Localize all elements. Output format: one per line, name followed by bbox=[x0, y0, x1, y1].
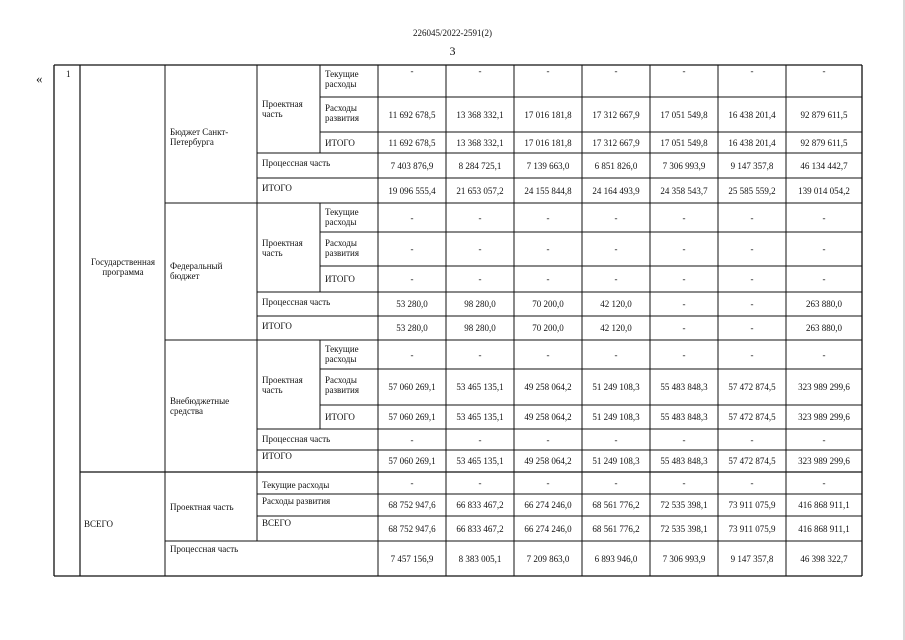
table-cell: - bbox=[750, 435, 754, 445]
table-cell: - bbox=[478, 350, 482, 360]
table-cell: 46 134 442,7 bbox=[800, 161, 848, 171]
label-project-part: Проектная часть bbox=[262, 375, 303, 395]
table-cell: 139 014 054,2 bbox=[798, 186, 850, 196]
table-cell: 66 833 467,2 bbox=[456, 524, 504, 534]
table-cell: 57 060 269,1 bbox=[388, 456, 436, 466]
label-current-expenses: Текущие расходы bbox=[262, 480, 330, 490]
table-cell: 46 398 322,7 bbox=[800, 554, 848, 564]
opening-quote: « bbox=[36, 71, 43, 86]
table-cell: 92 879 611,5 bbox=[800, 110, 848, 120]
table-cell: 66 274 246,0 bbox=[524, 500, 572, 510]
table-cell: - bbox=[614, 244, 618, 254]
table-cell: - bbox=[478, 213, 482, 223]
table-cell: 73 911 075,9 bbox=[728, 524, 776, 534]
table-cell: 55 483 848,3 bbox=[660, 412, 708, 422]
table-cell: 70 200,0 bbox=[532, 323, 564, 333]
table-cell: - bbox=[822, 244, 826, 254]
label-federal-budget: Федеральный бюджет bbox=[170, 261, 223, 281]
table-cell: 11 692 678,5 bbox=[388, 110, 436, 120]
table-cell: - bbox=[410, 350, 414, 360]
table-cell: 51 249 108,3 bbox=[592, 382, 640, 392]
table-cell: 21 653 057,2 bbox=[456, 186, 504, 196]
table-cell: 55 483 848,3 bbox=[660, 382, 708, 392]
table-cell: 70 200,0 bbox=[532, 299, 564, 309]
table-cell: 17 312 667,9 bbox=[592, 110, 640, 120]
label-total-process-part: Процессная часть bbox=[170, 544, 239, 554]
table-cell: - bbox=[682, 350, 686, 360]
label-current-expenses: Текущие расходы bbox=[325, 207, 359, 227]
label-process-part: Процессная часть bbox=[262, 158, 331, 168]
table-cell: - bbox=[410, 244, 414, 254]
table-cell: 7 306 993,9 bbox=[662, 161, 706, 171]
table-cell: 8 383 005,1 bbox=[458, 554, 502, 564]
table-cell: 42 120,0 bbox=[600, 299, 632, 309]
table-cell: 72 535 398,1 bbox=[660, 500, 708, 510]
table-cell: 68 752 947,6 bbox=[388, 500, 436, 510]
table-cell: 51 249 108,3 bbox=[592, 456, 640, 466]
table-cell: - bbox=[682, 323, 686, 333]
table-cell: 7 403 876,9 bbox=[390, 161, 434, 171]
table-cell: - bbox=[682, 435, 686, 445]
table-cell: 263 880,0 bbox=[806, 299, 842, 309]
table-cell: - bbox=[750, 299, 754, 309]
label-itogo: ИТОГО bbox=[325, 274, 355, 284]
table-cell: - bbox=[822, 274, 826, 284]
table-cell: 7 209 863,0 bbox=[526, 554, 570, 564]
label-current-expenses: Текущие расходы bbox=[325, 69, 359, 89]
label-current-expenses: Текущие расходы bbox=[325, 344, 359, 364]
table-cell: - bbox=[822, 478, 826, 488]
table-cell: - bbox=[682, 213, 686, 223]
label-itogo: ИТОГО bbox=[325, 412, 355, 422]
table-cell: 24 358 543,7 bbox=[660, 186, 708, 196]
table-cell: - bbox=[478, 244, 482, 254]
label-itogo: ИТОГО bbox=[325, 138, 355, 148]
table-cell: 416 868 911,1 bbox=[798, 500, 850, 510]
table-cell: 323 989 299,6 bbox=[798, 382, 850, 392]
table-cell: - bbox=[682, 244, 686, 254]
table-cell: - bbox=[682, 274, 686, 284]
table-cell: - bbox=[682, 478, 686, 488]
table-cell: 92 879 611,5 bbox=[800, 138, 848, 148]
table-cell: - bbox=[546, 66, 550, 76]
table-cell: 13 368 332,1 bbox=[456, 110, 504, 120]
table-cell: - bbox=[750, 66, 754, 76]
table-cell: 9 147 357,8 bbox=[730, 554, 774, 564]
label-vsego: ВСЕГО bbox=[262, 518, 291, 528]
table-cell: 53 280,0 bbox=[396, 323, 428, 333]
label-itogo: ИТОГО bbox=[262, 321, 292, 331]
document-number: 226045/2022-2591(2) bbox=[413, 28, 492, 38]
table-cell: - bbox=[750, 478, 754, 488]
table-cell: - bbox=[410, 478, 414, 488]
table-cell: 68 561 776,2 bbox=[592, 500, 640, 510]
table-cell: 263 880,0 bbox=[806, 323, 842, 333]
page-number: 3 bbox=[449, 44, 456, 58]
table-cell: 55 483 848,3 bbox=[660, 456, 708, 466]
table-cell: - bbox=[750, 244, 754, 254]
table-cell: - bbox=[546, 244, 550, 254]
table-cell: 98 280,0 bbox=[464, 299, 496, 309]
table-cell: - bbox=[478, 274, 482, 284]
table-cell: - bbox=[614, 66, 618, 76]
table-cell: 49 258 064,2 bbox=[524, 382, 572, 392]
table-cell: - bbox=[750, 323, 754, 333]
table-cell: 416 868 911,1 bbox=[798, 524, 850, 534]
table-cell: 68 752 947,6 bbox=[388, 524, 436, 534]
table-cell: 57 472 874,5 bbox=[728, 412, 776, 422]
table-cell: 57 060 269,1 bbox=[388, 412, 436, 422]
table-cell: 7 306 993,9 bbox=[662, 554, 706, 564]
table-cell: - bbox=[822, 66, 826, 76]
table-cell: - bbox=[546, 213, 550, 223]
table-cell: 66 274 246,0 bbox=[524, 524, 572, 534]
label-spb-budget: Бюджет Санкт-Петербурга bbox=[170, 127, 229, 147]
table-cell: - bbox=[614, 478, 618, 488]
table-cell: - bbox=[546, 350, 550, 360]
table-cell: 51 249 108,3 bbox=[592, 412, 640, 422]
table-cell: - bbox=[478, 435, 482, 445]
table-cell: - bbox=[410, 274, 414, 284]
table-cell: 17 312 667,9 bbox=[592, 138, 640, 148]
table-cell: - bbox=[478, 478, 482, 488]
table-cell: 57 060 269,1 bbox=[388, 382, 436, 392]
table-cell: 6 851 826,0 bbox=[594, 161, 638, 171]
table-cell: 25 585 559,2 bbox=[728, 186, 776, 196]
table-cell: 7 139 663,0 bbox=[526, 161, 570, 171]
label-process-part: Процессная часть bbox=[262, 297, 331, 307]
table-cell: - bbox=[682, 299, 686, 309]
table-cell: - bbox=[822, 213, 826, 223]
table-cell: 24 155 844,8 bbox=[524, 186, 572, 196]
table-cell: - bbox=[750, 274, 754, 284]
table-cell: 323 989 299,6 bbox=[798, 456, 850, 466]
table-cell: 98 280,0 bbox=[464, 323, 496, 333]
table-cell: 53 465 135,1 bbox=[456, 456, 504, 466]
table-cell: - bbox=[410, 66, 414, 76]
table-cell: - bbox=[822, 350, 826, 360]
table-cell: 17 051 549,8 bbox=[660, 138, 708, 148]
row-number: 1 bbox=[66, 69, 71, 79]
table-cell: - bbox=[410, 213, 414, 223]
label-total-project-part: Проектная часть bbox=[170, 502, 234, 512]
table-cell: 57 472 874,5 bbox=[728, 456, 776, 466]
table-cell: - bbox=[614, 435, 618, 445]
label-dev-expenses: Расходы развития bbox=[325, 238, 360, 258]
label-project-part: Проектная часть bbox=[262, 99, 303, 119]
label-dev-expenses: Расходы развития bbox=[262, 496, 331, 506]
table-cell: 7 457 156,9 bbox=[390, 554, 434, 564]
table-cell: 49 258 064,2 bbox=[524, 412, 572, 422]
label-itogo: ИТОГО bbox=[262, 451, 292, 461]
table-cell: 53 280,0 bbox=[396, 299, 428, 309]
table-cell: 53 465 135,1 bbox=[456, 412, 504, 422]
table-cell: - bbox=[682, 66, 686, 76]
table-cell: 13 368 332,1 bbox=[456, 138, 504, 148]
table-cell: - bbox=[614, 213, 618, 223]
label-dev-expenses: Расходы развития bbox=[325, 103, 360, 123]
table-cell: 68 561 776,2 bbox=[592, 524, 640, 534]
table-cell: 6 893 946,0 bbox=[594, 554, 638, 564]
table-cell: - bbox=[750, 213, 754, 223]
table-cell: 49 258 064,2 bbox=[524, 456, 572, 466]
table-cell: 8 284 725,1 bbox=[458, 161, 502, 171]
table-cell: 66 833 467,2 bbox=[456, 500, 504, 510]
table-cell: 9 147 357,8 bbox=[730, 161, 774, 171]
table-cell: 57 472 874,5 bbox=[728, 382, 776, 392]
label-process-part: Процессная часть bbox=[262, 434, 331, 444]
label-dev-expenses: Расходы развития bbox=[325, 375, 360, 395]
table-cell: 17 051 549,8 bbox=[660, 110, 708, 120]
table-cell: - bbox=[546, 478, 550, 488]
label-offbudget: Внебюджетные средства bbox=[170, 396, 230, 416]
table-cell: - bbox=[750, 350, 754, 360]
table-cell: - bbox=[614, 350, 618, 360]
label-project-part: Проектная часть bbox=[262, 238, 303, 258]
table-cell: 16 438 201,4 bbox=[728, 138, 776, 148]
table-cell: 73 911 075,9 bbox=[728, 500, 776, 510]
table-cell: 11 692 678,5 bbox=[388, 138, 436, 148]
table-cell: - bbox=[478, 66, 482, 76]
table-cell: 19 096 555,4 bbox=[388, 186, 436, 196]
table-cell: 42 120,0 bbox=[600, 323, 632, 333]
table-cell: 323 989 299,6 bbox=[798, 412, 850, 422]
table-cell: - bbox=[546, 274, 550, 284]
label-itogo: ИТОГО bbox=[262, 183, 292, 193]
table-cell: 53 465 135,1 bbox=[456, 382, 504, 392]
table-cell: - bbox=[822, 435, 826, 445]
table-cell: 72 535 398,1 bbox=[660, 524, 708, 534]
table-cell: - bbox=[546, 435, 550, 445]
table-cell: - bbox=[614, 274, 618, 284]
table-cell: 17 016 181,8 bbox=[524, 138, 572, 148]
table-cell: 24 164 493,9 bbox=[592, 186, 640, 196]
table-cell: 17 016 181,8 bbox=[524, 110, 572, 120]
label-gos-program: Государственная программа bbox=[91, 257, 155, 277]
table-cell: - bbox=[410, 435, 414, 445]
label-vsego-total: ВСЕГО bbox=[84, 519, 113, 529]
table-cell: 16 438 201,4 bbox=[728, 110, 776, 120]
